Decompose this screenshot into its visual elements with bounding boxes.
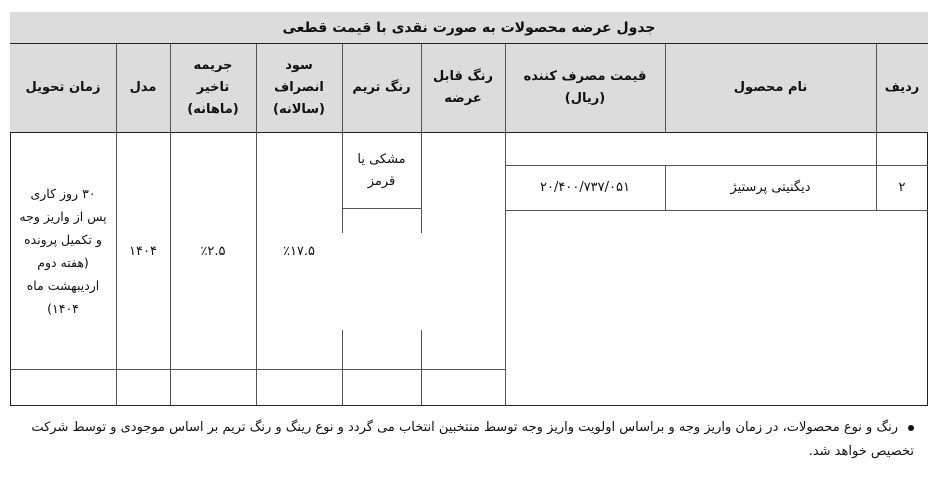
cell-product: دیگنیتی پرستیژ: [730, 180, 811, 195]
header-delivery: زمان تحویل: [10, 44, 116, 133]
body-divider: [421, 330, 422, 405]
header-price: قیمت مصرف کننده (ریال): [505, 44, 665, 133]
cell-trim: مشکی یا قرمز: [357, 152, 406, 189]
body-divider: [421, 133, 422, 233]
header-penalty: جریمه تاخیر (ماهانه): [170, 44, 256, 133]
cell-penalty: ٪۲.۵: [200, 243, 226, 259]
header-model: مدل: [116, 44, 170, 133]
cell-price: ۲۰/۴۰۰/۷۳۷/۰۵۱: [540, 180, 630, 195]
header-divider: [665, 44, 666, 133]
header-divider: [116, 44, 117, 133]
header-divider: [256, 44, 257, 133]
cell-row-no: ۲: [898, 180, 906, 195]
header-divider: [421, 44, 422, 133]
footnote: [10, 405, 928, 479]
footnote-text: رنگ و نوع محصولات، در زمان واریز وجه و براساس اولویت واریز وجه توسط منتخبین انتخاب می گردد و نوع رینگ و رنگ تریم بر اساس موجودی و توسط شرکت تخصیص خواهد شد.: [31, 420, 914, 459]
header-trim: رنگ تریم: [342, 44, 421, 133]
body-divider: [342, 208, 421, 209]
header-divider: [342, 44, 343, 133]
header-color: رنگ قابل عرضه: [421, 44, 505, 133]
header-product: نام محصول: [665, 44, 876, 133]
cell-delivery: ۳۰ روز کاری پس از واریز وجه و تکمیل پرونده (هفته دوم اردیبهشت ماه ۱۴۰۴): [19, 186, 107, 316]
cell-model: ۱۴۰۴: [129, 243, 157, 259]
body-divider: [10, 369, 505, 370]
header-divider: [505, 44, 506, 133]
header-row-no: ردیف: [876, 44, 928, 133]
cell-profit: ٪۱۷.۵: [282, 243, 316, 259]
body-divider: [505, 210, 928, 211]
header-profit: سود انصراف (سالانه): [256, 44, 342, 133]
body-divider: [342, 330, 343, 405]
table-title: جدول عرضه محصولات به صورت نقدی با قیمت قطعی: [10, 12, 928, 44]
bullet-icon: [908, 425, 914, 431]
header-divider: [876, 44, 877, 133]
header-divider: [170, 44, 171, 133]
